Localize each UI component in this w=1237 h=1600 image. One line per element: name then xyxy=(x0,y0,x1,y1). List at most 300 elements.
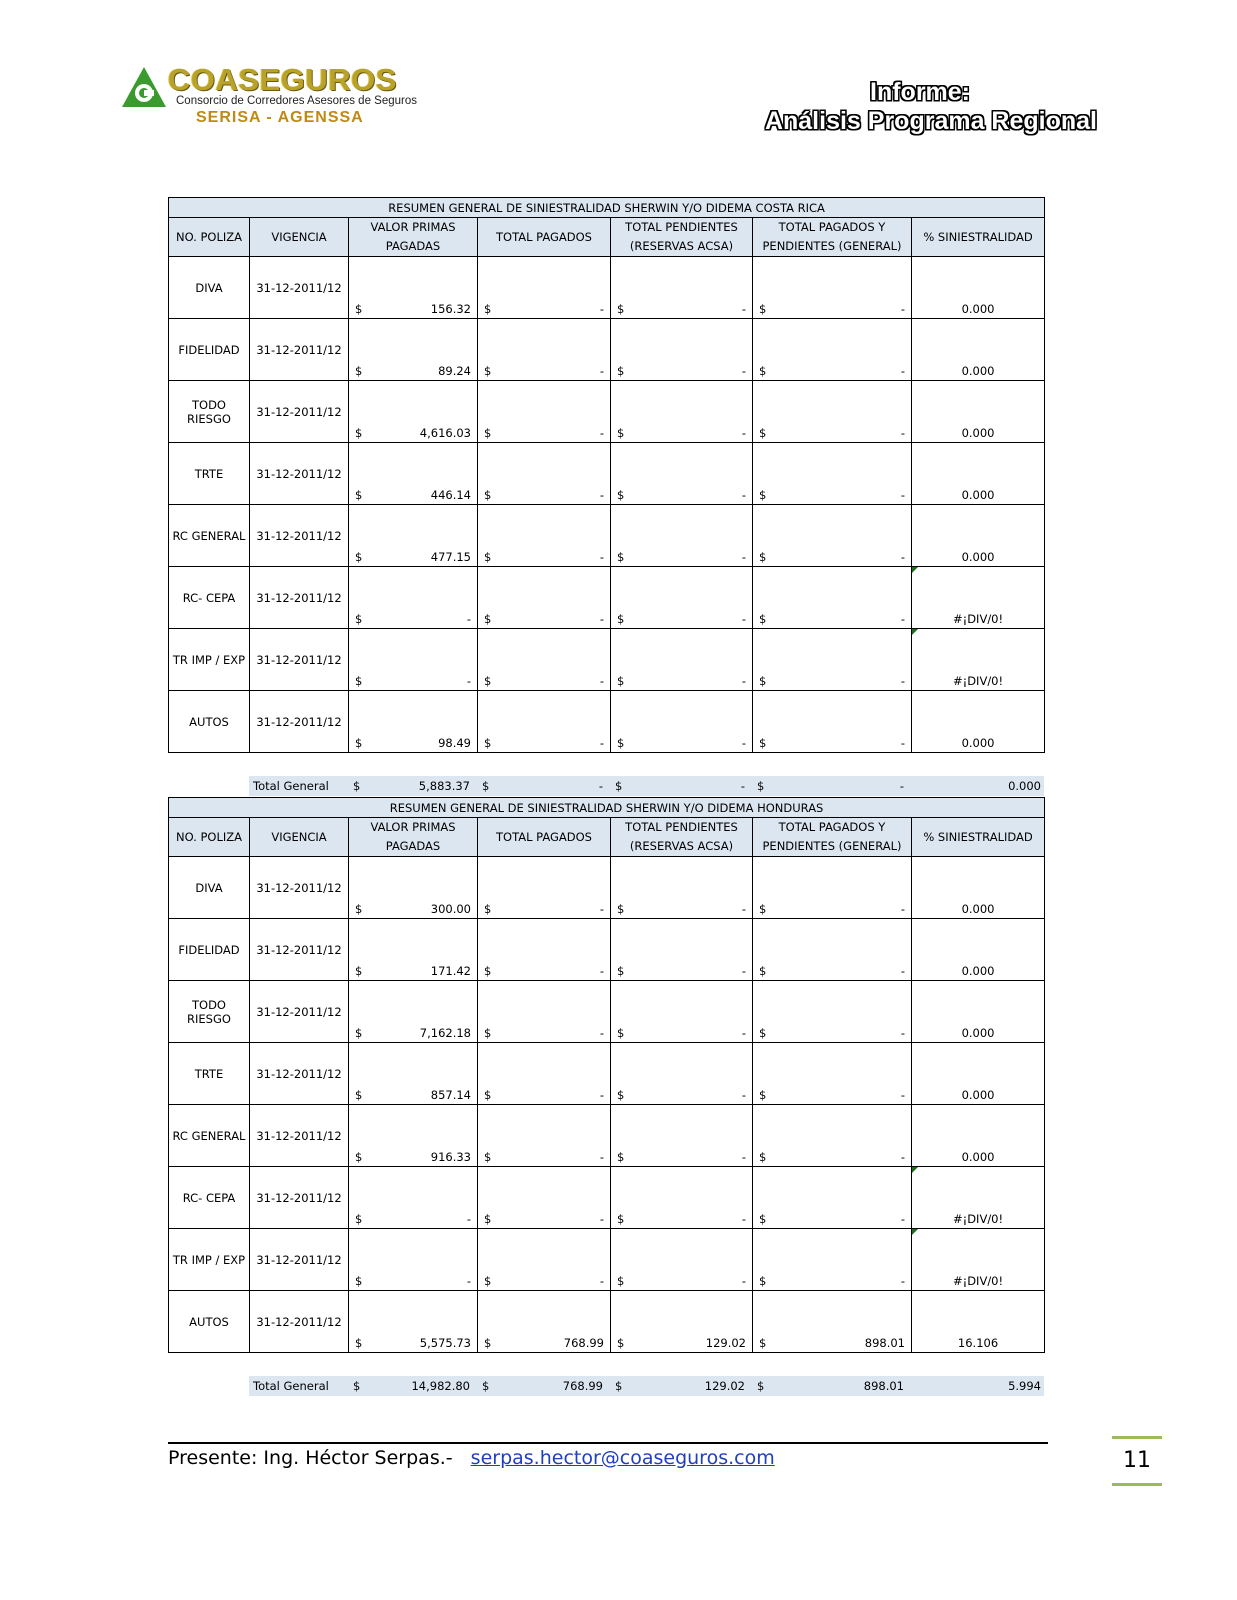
summary-table-honduras xyxy=(168,797,1045,1353)
total-siniestralidad: 0.000 xyxy=(1008,779,1041,793)
currency-symbol: $ xyxy=(484,1026,492,1040)
cell-pagados-pendientes-value: 898.01 xyxy=(864,1336,905,1350)
cell-siniestralidad: 16.106 xyxy=(912,1291,1045,1353)
currency-symbol: $ xyxy=(759,1274,767,1288)
currency-symbol: $ xyxy=(484,674,492,688)
cell-valor-primas-value: - xyxy=(466,674,471,688)
cell-valor-primas xyxy=(349,1167,478,1229)
cell-valor-primas xyxy=(349,1229,478,1291)
cell-valor-primas-value: 300.00 xyxy=(430,902,471,916)
cell-vigencia: 31-12-2011/12 xyxy=(250,257,349,319)
currency-symbol: $ xyxy=(355,1336,363,1350)
cell-total-pagados xyxy=(478,257,611,319)
cell-siniestralidad: 0.000 xyxy=(912,257,1045,319)
cell-total-pagados-value: - xyxy=(599,488,604,502)
footer-divider xyxy=(168,1442,1048,1444)
cell-pagados-pendientes-value: - xyxy=(900,302,905,316)
cell-pagados-pendientes-value: - xyxy=(900,364,905,378)
cell-total-pendientes-value: - xyxy=(741,902,746,916)
cell-vigencia: 31-12-2011/12 xyxy=(250,1105,349,1167)
cell-valor-primas xyxy=(349,629,478,691)
cell-pagados-pendientes-value: - xyxy=(900,964,905,978)
cell-total-pendientes xyxy=(611,1229,753,1291)
cell-valor-primas xyxy=(349,691,478,753)
cell-pagados-pendientes-value: - xyxy=(900,612,905,626)
footer-email-link[interactable]: serpas.hector@coaseguros.com xyxy=(470,1447,775,1469)
cell-total-pendientes xyxy=(611,919,753,981)
total-pagados xyxy=(476,1379,609,1393)
cell-poliza: RC GENERAL xyxy=(169,1105,250,1167)
cell-total-pendientes xyxy=(611,381,753,443)
cell-siniestralidad: 0.000 xyxy=(912,981,1045,1043)
col-header-total-pagados: TOTAL PAGADOS xyxy=(478,818,611,857)
total-label: Total General xyxy=(253,779,329,793)
cell-total-pendientes xyxy=(611,981,753,1043)
currency-symbol: $ xyxy=(759,1026,767,1040)
currency-symbol: $ xyxy=(759,1150,767,1164)
currency-symbol: $ xyxy=(355,1150,363,1164)
total-valor xyxy=(347,779,476,793)
col-header-siniestralidad: % SINIESTRALIDAD xyxy=(912,218,1045,257)
col-header-valor-primas: VALOR PRIMAS PAGADAS xyxy=(349,818,478,857)
cell-poliza: TRTE xyxy=(169,443,250,505)
col-header-valor-primas: VALOR PRIMAS PAGADAS xyxy=(349,218,478,257)
table-row xyxy=(169,1291,1045,1353)
footer xyxy=(168,1447,775,1469)
total-label: Total General xyxy=(253,1379,329,1393)
cell-valor-primas-value: 98.49 xyxy=(438,736,471,750)
cell-siniestralidad: #¡DIV/0! xyxy=(912,629,1045,691)
cell-vigencia: 31-12-2011/12 xyxy=(250,381,349,443)
currency-symbol: $ xyxy=(355,488,363,502)
report-title-line2: Análisis Programa Regional xyxy=(764,107,1097,135)
cell-vigencia: 31-12-2011/12 xyxy=(250,443,349,505)
col-header-total-pendientes: TOTAL PENDIENTES (RESERVAS ACSA) xyxy=(611,218,753,257)
cell-pagados-pendientes-value: - xyxy=(900,902,905,916)
cell-pagados-pendientes-value: - xyxy=(900,1212,905,1226)
total-general xyxy=(751,1379,910,1393)
cell-valor-primas-value: 857.14 xyxy=(430,1088,471,1102)
cell-pagados-pendientes xyxy=(753,1167,912,1229)
currency-symbol: $ xyxy=(617,902,625,916)
cell-valor-primas-value: 89.24 xyxy=(438,364,471,378)
currency-symbol: $ xyxy=(355,674,363,688)
currency-symbol: $ xyxy=(484,1336,492,1350)
cell-total-pagados-value: - xyxy=(599,612,604,626)
cell-total-pendientes xyxy=(611,505,753,567)
total-general xyxy=(751,779,910,793)
currency-symbol: $ xyxy=(617,1212,625,1226)
page-number: 11 xyxy=(1112,1436,1162,1486)
cell-valor-primas-value: - xyxy=(466,612,471,626)
currency-symbol: $ xyxy=(484,736,492,750)
cell-total-pendientes-value: - xyxy=(741,488,746,502)
cell-vigencia: 31-12-2011/12 xyxy=(250,1229,349,1291)
cell-total-pagados xyxy=(478,691,611,753)
total-valor-value: 5,883.37 xyxy=(418,779,470,793)
table-row xyxy=(169,319,1045,381)
cell-total-pagados xyxy=(478,505,611,567)
cell-valor-primas xyxy=(349,505,478,567)
cell-valor-primas xyxy=(349,1043,478,1105)
total-pendientes xyxy=(609,779,751,793)
table-row xyxy=(169,443,1045,505)
cell-valor-primas-value: 446.14 xyxy=(430,488,471,502)
currency-symbol: $ xyxy=(484,1150,492,1164)
total-general-row xyxy=(249,1376,1044,1396)
cell-total-pendientes-value: - xyxy=(741,1212,746,1226)
cell-valor-primas xyxy=(349,1291,478,1353)
currency-symbol: $ xyxy=(617,364,625,378)
table-row xyxy=(169,381,1045,443)
cell-total-pagados-value: - xyxy=(599,302,604,316)
cell-total-pagados-value: - xyxy=(599,1212,604,1226)
cell-total-pendientes xyxy=(611,443,753,505)
cell-total-pagados-value: - xyxy=(599,964,604,978)
cell-total-pendientes-value: - xyxy=(741,302,746,316)
cell-siniestralidad: 0.000 xyxy=(912,381,1045,443)
logo-subtitle: Consorcio de Corredores Asesores de Seguros xyxy=(176,95,417,107)
cell-total-pendientes-value: - xyxy=(741,1150,746,1164)
cell-valor-primas-value: 156.32 xyxy=(430,302,471,316)
currency-symbol: $ xyxy=(355,964,363,978)
cell-pagados-pendientes xyxy=(753,691,912,753)
currency-symbol: $ xyxy=(484,1212,492,1226)
cell-pagados-pendientes-value: - xyxy=(900,488,905,502)
report-title-line1: Informe: xyxy=(870,78,970,106)
footer-presenter: Presente: Ing. Héctor Serpas.- xyxy=(168,1447,453,1469)
table-row xyxy=(169,981,1045,1043)
cell-total-pendientes-value: - xyxy=(741,1088,746,1102)
col-header-total-pagados: TOTAL PAGADOS xyxy=(478,218,611,257)
company-logo xyxy=(120,62,420,132)
cell-poliza: TR IMP / EXP xyxy=(169,1229,250,1291)
cell-pagados-pendientes-value: - xyxy=(900,550,905,564)
table-row xyxy=(169,919,1045,981)
cell-valor-primas-value: 5,575.73 xyxy=(419,1336,471,1350)
cell-pagados-pendientes xyxy=(753,919,912,981)
cell-total-pendientes xyxy=(611,319,753,381)
cell-poliza: FIDELIDAD xyxy=(169,319,250,381)
total-general-row xyxy=(249,776,1044,796)
cell-vigencia: 31-12-2011/12 xyxy=(250,919,349,981)
cell-total-pagados-value: - xyxy=(599,1274,604,1288)
cell-poliza: RC- CEPA xyxy=(169,567,250,629)
cell-siniestralidad: 0.000 xyxy=(912,691,1045,753)
cell-siniestralidad: 0.000 xyxy=(912,1105,1045,1167)
cell-vigencia: 31-12-2011/12 xyxy=(250,1167,349,1229)
currency-symbol: $ xyxy=(355,550,363,564)
cell-poliza: AUTOS xyxy=(169,691,250,753)
currency-symbol: $ xyxy=(617,1274,625,1288)
currency-symbol: $ xyxy=(759,1212,767,1226)
currency-symbol: $ xyxy=(355,1026,363,1040)
currency-symbol: $ xyxy=(355,612,363,626)
currency-symbol: $ xyxy=(482,1379,490,1393)
currency-symbol: $ xyxy=(759,902,767,916)
total-valor-value: 14,982.80 xyxy=(411,1379,470,1393)
currency-symbol: $ xyxy=(484,488,492,502)
cell-valor-primas xyxy=(349,567,478,629)
cell-total-pagados-value: - xyxy=(599,1088,604,1102)
col-header-poliza: NO. POLIZA xyxy=(169,818,250,857)
logo-agency: SERISA - AGENSSA xyxy=(196,109,364,126)
cell-total-pagados xyxy=(478,443,611,505)
currency-symbol: $ xyxy=(759,302,767,316)
cell-total-pendientes xyxy=(611,567,753,629)
cell-pagados-pendientes-value: - xyxy=(900,1088,905,1102)
col-header-pagados-pendientes: TOTAL PAGADOS Y PENDIENTES (GENERAL) xyxy=(753,818,912,857)
cell-vigencia: 31-12-2011/12 xyxy=(250,567,349,629)
cell-total-pagados-value: - xyxy=(599,426,604,440)
summary-table-costa-rica xyxy=(168,197,1045,753)
report-title xyxy=(765,78,1097,136)
cell-valor-primas xyxy=(349,857,478,919)
cell-vigencia: 31-12-2011/12 xyxy=(250,857,349,919)
currency-symbol: $ xyxy=(484,1088,492,1102)
cell-total-pendientes-value: - xyxy=(741,1274,746,1288)
cell-valor-primas-value: 7,162.18 xyxy=(419,1026,471,1040)
currency-symbol: $ xyxy=(757,779,765,793)
currency-symbol: $ xyxy=(759,1336,767,1350)
cell-total-pagados-value: - xyxy=(599,674,604,688)
cell-poliza: TRTE xyxy=(169,1043,250,1105)
cell-pagados-pendientes-value: - xyxy=(900,1150,905,1164)
cell-total-pendientes xyxy=(611,1105,753,1167)
cell-poliza: RC GENERAL xyxy=(169,505,250,567)
cell-total-pendientes-value: - xyxy=(741,964,746,978)
cell-valor-primas-value: 4,616.03 xyxy=(419,426,471,440)
col-header-poliza: NO. POLIZA xyxy=(169,218,250,257)
currency-symbol: $ xyxy=(615,779,623,793)
cell-valor-primas-value: 477.15 xyxy=(430,550,471,564)
cell-siniestralidad: 0.000 xyxy=(912,857,1045,919)
cell-vigencia: 31-12-2011/12 xyxy=(250,1043,349,1105)
currency-symbol: $ xyxy=(617,674,625,688)
cell-pagados-pendientes-value: - xyxy=(900,426,905,440)
cell-pagados-pendientes xyxy=(753,257,912,319)
currency-symbol: $ xyxy=(759,426,767,440)
cell-poliza: FIDELIDAD xyxy=(169,919,250,981)
cell-total-pagados xyxy=(478,319,611,381)
cell-total-pendientes-value: - xyxy=(741,612,746,626)
cell-total-pagados xyxy=(478,1167,611,1229)
cell-pagados-pendientes xyxy=(753,981,912,1043)
cell-pagados-pendientes xyxy=(753,857,912,919)
cell-total-pendientes xyxy=(611,1043,753,1105)
currency-symbol: $ xyxy=(759,488,767,502)
cell-vigencia: 31-12-2011/12 xyxy=(250,505,349,567)
currency-symbol: $ xyxy=(482,779,490,793)
cell-valor-primas xyxy=(349,257,478,319)
cell-siniestralidad: 0.000 xyxy=(912,505,1045,567)
cell-poliza: TR IMP / EXP xyxy=(169,629,250,691)
currency-symbol: $ xyxy=(617,426,625,440)
table-row xyxy=(169,629,1045,691)
table-title: RESUMEN GENERAL DE SINIESTRALIDAD SHERWIN Y/O DIDEMA COSTA RICA xyxy=(169,198,1045,218)
cell-total-pagados xyxy=(478,629,611,691)
cell-pagados-pendientes xyxy=(753,567,912,629)
currency-symbol: $ xyxy=(617,736,625,750)
cell-total-pendientes xyxy=(611,257,753,319)
currency-symbol: $ xyxy=(484,426,492,440)
cell-valor-primas xyxy=(349,381,478,443)
cell-pagados-pendientes xyxy=(753,381,912,443)
cell-total-pagados-value: - xyxy=(599,550,604,564)
cell-total-pagados xyxy=(478,1291,611,1353)
currency-symbol: $ xyxy=(617,964,625,978)
cell-siniestralidad: 0.000 xyxy=(912,919,1045,981)
col-header-siniestralidad: % SINIESTRALIDAD xyxy=(912,818,1045,857)
cell-pagados-pendientes-value: - xyxy=(900,674,905,688)
cell-pagados-pendientes-value: - xyxy=(900,736,905,750)
cell-total-pagados xyxy=(478,381,611,443)
cell-total-pagados-value: - xyxy=(599,1026,604,1040)
cell-total-pendientes-value: 129.02 xyxy=(705,1336,746,1350)
cell-total-pendientes xyxy=(611,691,753,753)
cell-siniestralidad: 0.000 xyxy=(912,1043,1045,1105)
cell-total-pendientes xyxy=(611,857,753,919)
col-header-vigencia: VIGENCIA xyxy=(250,218,349,257)
total-pagados-value: 768.99 xyxy=(562,1379,603,1393)
col-header-pagados-pendientes: TOTAL PAGADOS Y PENDIENTES (GENERAL) xyxy=(753,218,912,257)
total-pagados-value: - xyxy=(598,779,603,793)
cell-vigencia: 31-12-2011/12 xyxy=(250,691,349,753)
cell-total-pagados xyxy=(478,981,611,1043)
currency-symbol: $ xyxy=(355,364,363,378)
cell-total-pendientes xyxy=(611,1291,753,1353)
table-row xyxy=(169,1105,1045,1167)
currency-symbol: $ xyxy=(617,550,625,564)
currency-symbol: $ xyxy=(759,736,767,750)
cell-valor-primas xyxy=(349,443,478,505)
cell-valor-primas xyxy=(349,319,478,381)
cell-siniestralidad: #¡DIV/0! xyxy=(912,1167,1045,1229)
cell-pagados-pendientes xyxy=(753,1105,912,1167)
cell-valor-primas-value: 171.42 xyxy=(430,964,471,978)
currency-symbol: $ xyxy=(759,550,767,564)
cell-valor-primas xyxy=(349,919,478,981)
cell-vigencia: 31-12-2011/12 xyxy=(250,629,349,691)
currency-symbol: $ xyxy=(355,1274,363,1288)
currency-symbol: $ xyxy=(617,302,625,316)
cell-total-pendientes-value: - xyxy=(741,426,746,440)
cell-total-pendientes-value: - xyxy=(741,364,746,378)
cell-pagados-pendientes-value: - xyxy=(900,1274,905,1288)
cell-total-pendientes-value: - xyxy=(741,1026,746,1040)
currency-symbol: $ xyxy=(759,612,767,626)
cell-vigencia: 31-12-2011/12 xyxy=(250,319,349,381)
cell-total-pendientes xyxy=(611,1167,753,1229)
cell-poliza: TODO RIESGO xyxy=(169,981,250,1043)
currency-symbol: $ xyxy=(759,964,767,978)
table-row xyxy=(169,857,1045,919)
cell-siniestralidad: 0.000 xyxy=(912,319,1045,381)
table-row xyxy=(169,257,1045,319)
cell-siniestralidad: #¡DIV/0! xyxy=(912,567,1045,629)
cell-pagados-pendientes xyxy=(753,505,912,567)
cell-total-pagados xyxy=(478,857,611,919)
currency-symbol: $ xyxy=(484,902,492,916)
cell-valor-primas xyxy=(349,1105,478,1167)
currency-symbol: $ xyxy=(355,1088,363,1102)
currency-symbol: $ xyxy=(484,612,492,626)
currency-symbol: $ xyxy=(759,674,767,688)
cell-valor-primas xyxy=(349,981,478,1043)
cell-pagados-pendientes-value: - xyxy=(900,1026,905,1040)
cell-valor-primas-value: 916.33 xyxy=(430,1150,471,1164)
table-row xyxy=(169,691,1045,753)
currency-symbol: $ xyxy=(759,364,767,378)
cell-pagados-pendientes xyxy=(753,1043,912,1105)
total-pendientes-value: - xyxy=(740,779,745,793)
cell-total-pagados xyxy=(478,1229,611,1291)
total-pendientes xyxy=(609,1379,751,1393)
cell-poliza: DIVA xyxy=(169,257,250,319)
cell-pagados-pendientes xyxy=(753,1229,912,1291)
cell-valor-primas-value: - xyxy=(466,1274,471,1288)
currency-symbol: $ xyxy=(484,302,492,316)
cell-poliza: RC- CEPA xyxy=(169,1167,250,1229)
logo-triangle-icon xyxy=(120,65,168,109)
currency-symbol: $ xyxy=(355,736,363,750)
cell-poliza: TODO RIESGO xyxy=(169,381,250,443)
cell-valor-primas-value: - xyxy=(466,1212,471,1226)
currency-symbol: $ xyxy=(484,364,492,378)
currency-symbol: $ xyxy=(617,1026,625,1040)
cell-total-pagados xyxy=(478,567,611,629)
currency-symbol: $ xyxy=(617,1088,625,1102)
cell-total-pagados xyxy=(478,1043,611,1105)
cell-pagados-pendientes xyxy=(753,319,912,381)
cell-vigencia: 31-12-2011/12 xyxy=(250,981,349,1043)
cell-total-pendientes-value: - xyxy=(741,550,746,564)
cell-total-pagados-value: - xyxy=(599,736,604,750)
cell-siniestralidad: 0.000 xyxy=(912,443,1045,505)
currency-symbol: $ xyxy=(484,550,492,564)
logo-brand: COASEGUROS xyxy=(168,62,397,97)
currency-symbol: $ xyxy=(484,964,492,978)
col-header-vigencia: VIGENCIA xyxy=(250,818,349,857)
cell-total-pagados xyxy=(478,1105,611,1167)
cell-total-pagados-value: 768.99 xyxy=(563,1336,604,1350)
table-row xyxy=(169,1043,1045,1105)
total-valor xyxy=(347,1379,476,1393)
cell-pagados-pendientes xyxy=(753,443,912,505)
currency-symbol: $ xyxy=(353,1379,361,1393)
cell-total-pendientes-value: - xyxy=(741,736,746,750)
currency-symbol: $ xyxy=(484,1274,492,1288)
cell-vigencia: 31-12-2011/12 xyxy=(250,1291,349,1353)
table-row xyxy=(169,505,1045,567)
table-row xyxy=(169,1167,1045,1229)
currency-symbol: $ xyxy=(355,302,363,316)
table-row xyxy=(169,567,1045,629)
total-siniestralidad: 5.994 xyxy=(1008,1379,1041,1393)
col-header-total-pendientes: TOTAL PENDIENTES (RESERVAS ACSA) xyxy=(611,818,753,857)
currency-symbol: $ xyxy=(355,1212,363,1226)
cell-total-pendientes-value: - xyxy=(741,674,746,688)
total-pendientes-value: 129.02 xyxy=(704,1379,745,1393)
currency-symbol: $ xyxy=(617,1150,625,1164)
cell-total-pagados xyxy=(478,919,611,981)
currency-symbol: $ xyxy=(615,1379,623,1393)
cell-poliza: DIVA xyxy=(169,857,250,919)
cell-pagados-pendientes xyxy=(753,629,912,691)
currency-symbol: $ xyxy=(617,488,625,502)
currency-symbol: $ xyxy=(355,902,363,916)
currency-symbol: $ xyxy=(759,1088,767,1102)
